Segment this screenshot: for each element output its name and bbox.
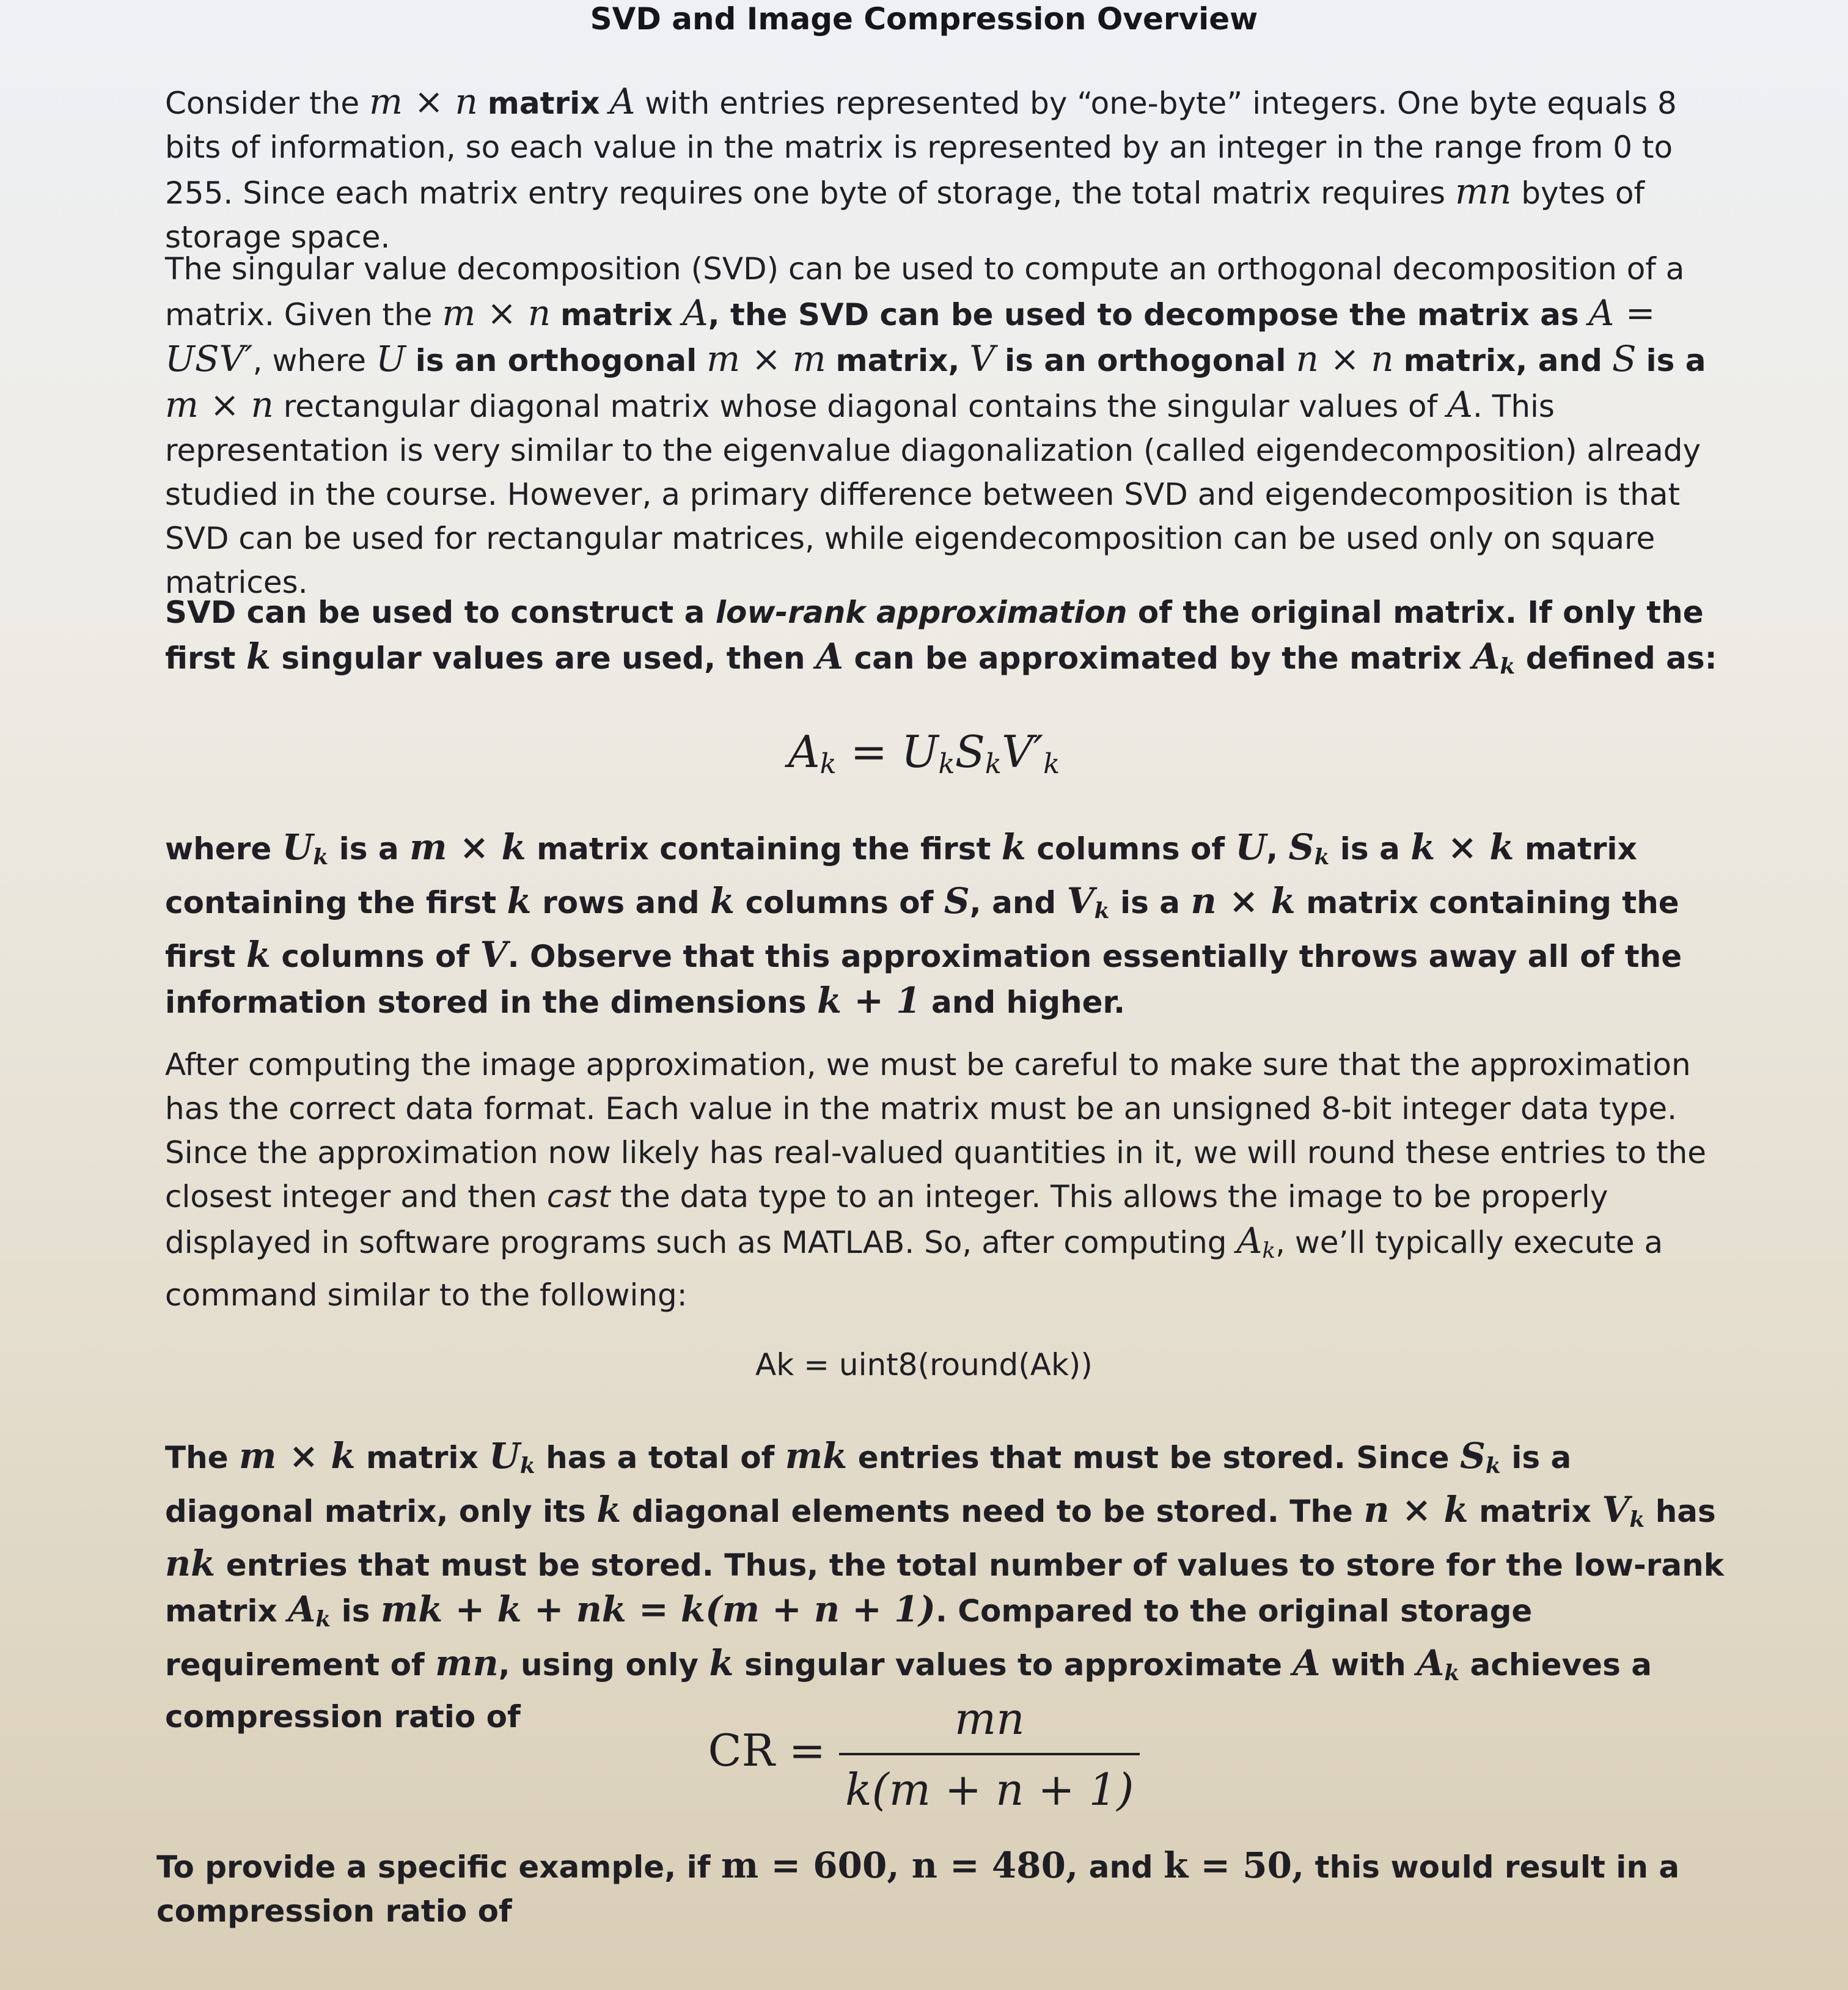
math-denominator: k(m + n + 1) (839, 1753, 1140, 1815)
math-Uk (282, 826, 329, 868)
text: where (165, 831, 272, 867)
math-k: k (246, 636, 271, 677)
text: is a (339, 831, 399, 867)
text: The (165, 1440, 229, 1475)
math-numerator: mn (954, 1693, 1025, 1744)
equation-low-rank (0, 726, 1848, 780)
text: To provide a specific example, if (156, 1849, 711, 1885)
math-subscript: k (985, 747, 1002, 780)
text: is an orthogonal (415, 343, 697, 378)
math-subscript: k (313, 843, 329, 870)
text: columns of (281, 938, 470, 974)
math-subscript: k (1500, 653, 1516, 679)
text: matrix (1479, 1493, 1591, 1529)
emphasis: low-rank approximation (715, 595, 1128, 630)
math-symbol: A (288, 1588, 316, 1630)
text: matrix (487, 86, 600, 121)
math-example-k: k = 50, (1164, 1845, 1305, 1886)
math-dims: n × k (1363, 1488, 1469, 1530)
text: , where (252, 343, 367, 378)
text: After computing the image approximation, we must be careful to make sure that the approximation has the correct data format. Each value in the matrix must be an unsigned 8-bit integer data type. Since the approximation now likely has real-valued quantities in it, we will round these entries to the closest integer and then (165, 1047, 1707, 1214)
math-subscript: k (1262, 1238, 1276, 1263)
text: columns of (745, 884, 934, 920)
math-symbol: V (1066, 879, 1094, 922)
math-symbol: U (901, 726, 939, 777)
math-dims: m × n (369, 81, 478, 122)
text: matrix (366, 1440, 479, 1475)
text: entries that must be stored. Thus, the total number of values to store for the low-rank matrix (165, 1547, 1725, 1629)
math-U: U (375, 338, 406, 380)
math-Sk (1289, 826, 1330, 868)
math-dims: n × n (1296, 338, 1394, 380)
math-symbol: V (1602, 1488, 1630, 1530)
math-U: U (1235, 826, 1267, 868)
text: , using only (498, 1647, 699, 1683)
math-symbol: S (955, 726, 985, 777)
math-svd: A = USV′ (165, 292, 1656, 380)
math-Ak (1417, 1642, 1459, 1684)
math-A: A (682, 292, 708, 334)
math-storage-total: mk + k + nk = k(m + n + 1) (380, 1588, 936, 1630)
text: . Compared to the original storage requirement of (165, 1593, 1533, 1683)
text: matrix, and (1403, 343, 1602, 378)
math-symbol: S (1288, 826, 1314, 868)
page-title: SVD and Image Compression Overview (590, 1, 1258, 37)
math-nk: nk (165, 1542, 216, 1584)
text: is a (1646, 343, 1706, 378)
math-k: k (246, 933, 271, 975)
math-Sk (1460, 1435, 1501, 1477)
math-A: A (1292, 1642, 1321, 1684)
text: , and (969, 884, 1057, 920)
text: singular values are used, then (281, 641, 805, 676)
text: , the SVD can be used to decompose the matrix as (708, 297, 1579, 332)
text: is a (1340, 831, 1400, 867)
math-V: V (480, 933, 508, 975)
math-A: A (816, 636, 844, 677)
math-dims: k × k (1410, 826, 1514, 868)
math-subscript: k (820, 747, 837, 780)
math-A: A (609, 81, 636, 122)
text: . This representation is very similar to the eigenvalue diagonalization (called eigendecomposition) already studied in the course. However, a primary difference between SVD and eigendecomposition is that SVD can be used for rectangular matrices, while eigendecomposition can be used only on square matrices. (165, 389, 1701, 600)
text: columns of (1036, 831, 1225, 867)
text: , we’ll typically execute a command similar to the following: (165, 1225, 1663, 1313)
paragraph-svd-definition (165, 247, 1729, 604)
text: is (341, 1593, 370, 1629)
math-k: k (507, 879, 532, 922)
math-subscript: k (1043, 747, 1060, 780)
code-line: Ak = uint8(round(Ak)) (755, 1347, 1093, 1382)
math-k: k (1001, 826, 1026, 868)
math-subscript: k (1314, 843, 1330, 870)
math-lhs: CR = (708, 1725, 826, 1776)
math-Ak (1472, 636, 1515, 677)
text: entries that must be stored. Since (857, 1440, 1450, 1475)
text: diagonal elements need to be stored. The (631, 1493, 1353, 1529)
paragraph-storage (165, 79, 1729, 259)
paragraph-data-format (165, 1043, 1729, 1317)
text: has a total of (546, 1440, 775, 1475)
text: matrix containing the first (165, 831, 1637, 920)
text: matrix (560, 297, 673, 332)
text: has (1655, 1493, 1716, 1529)
text: of the original matrix. If only the first (165, 595, 1704, 676)
math-subscript: k (1094, 897, 1110, 923)
math-k: k (596, 1488, 622, 1530)
math-Vk (1602, 1489, 1645, 1530)
math-dims: m × n (442, 292, 551, 334)
math-dims: m × m (706, 338, 826, 380)
text: can be approximated by the matrix (854, 641, 1462, 676)
math-S: S (1612, 338, 1637, 380)
text: Consider the (165, 86, 360, 121)
math-k: k (709, 1642, 734, 1684)
math-subscript: k (1629, 1506, 1645, 1532)
text: matrix, (835, 343, 960, 378)
text: . Observe that this approximation essentially throws away all of the information stored in the dimensions (165, 938, 1682, 1020)
math-symbol: A (1472, 636, 1500, 677)
paragraph-low-rank (165, 590, 1729, 688)
equation-compression-ratio (0, 1693, 1848, 1815)
text: and higher. (931, 984, 1126, 1020)
math-subscript: k (938, 747, 955, 780)
text: SVD can be used to construct a (165, 595, 705, 630)
math-symbol: U (282, 826, 314, 868)
math-symbol: A (1417, 1642, 1445, 1684)
text: defined as: (1525, 641, 1717, 676)
math-subscript: k (1444, 1659, 1460, 1686)
math-S: S (944, 879, 970, 922)
text: the data type to an integer. This allows the image to be properly displayed in software programs such as MATLAB. So, after computing (165, 1179, 1608, 1260)
text: and (1088, 1849, 1153, 1885)
math-subscript: k (1485, 1452, 1501, 1478)
text: is a diagonal matrix, only its (165, 1440, 1572, 1529)
math-subscript: k (519, 1452, 535, 1478)
text: this would result in a compression ratio of (156, 1849, 1680, 1929)
math-dims: m × k (239, 1435, 356, 1477)
paragraph-example (156, 1843, 1721, 1933)
math-fraction (839, 1693, 1140, 1815)
text: rectangular diagonal matrix whose diagonal contains the singular values of (283, 389, 1438, 424)
math-symbol: A (788, 726, 820, 777)
paragraph-where (165, 825, 1729, 1024)
emphasis: cast (546, 1179, 610, 1214)
text: is a (1120, 884, 1181, 920)
math-V: V (969, 338, 996, 380)
math-Vk (1067, 880, 1110, 922)
math-A: A (1447, 384, 1473, 425)
text: rows and (542, 884, 700, 920)
math-dims: m × n (165, 384, 274, 425)
math-symbol: V′ (1001, 726, 1044, 777)
math-k-plus-1: k + 1 (817, 979, 921, 1021)
text: matrix containing the first (537, 831, 991, 867)
text: , (1266, 831, 1278, 867)
math-subscript: k (315, 1606, 331, 1632)
math-mk: mk (785, 1435, 848, 1477)
text: with entries represented by “one-byte” integers. One byte equals 8 bits of information, so each value in the matrix is represented by an integer in the range from 0 to 255. Since each matrix entry requires one byte of storage, the total matrix requires (165, 86, 1677, 211)
text: singular values to approximate (744, 1647, 1283, 1683)
math-symbol: U (489, 1435, 520, 1477)
math-k: k (710, 879, 735, 922)
math-Uk (489, 1435, 535, 1477)
text: achieves a compression ratio of (165, 1647, 1652, 1735)
math-dims: m × k (409, 826, 526, 868)
text: matrix containing the first (165, 884, 1679, 974)
text: The singular value decomposition (SVD) can be used to compute an orthogonal decomposition of a matrix. Given the (165, 251, 1685, 332)
text: with (1330, 1647, 1406, 1683)
math-dims: n × k (1190, 879, 1296, 922)
math-symbol: S (1459, 1435, 1486, 1477)
math-symbol: A (1236, 1220, 1263, 1261)
math-example-values: m = 600, n = 480, (721, 1845, 1079, 1886)
text: bytes of storage space. (165, 175, 1645, 255)
text: is an orthogonal (1005, 343, 1286, 378)
math-mn: mn (435, 1642, 499, 1684)
math-Ak (1236, 1220, 1275, 1261)
math-mn: mn (1454, 171, 1512, 212)
math-operator: = (836, 726, 901, 777)
math-Ak (288, 1588, 331, 1630)
